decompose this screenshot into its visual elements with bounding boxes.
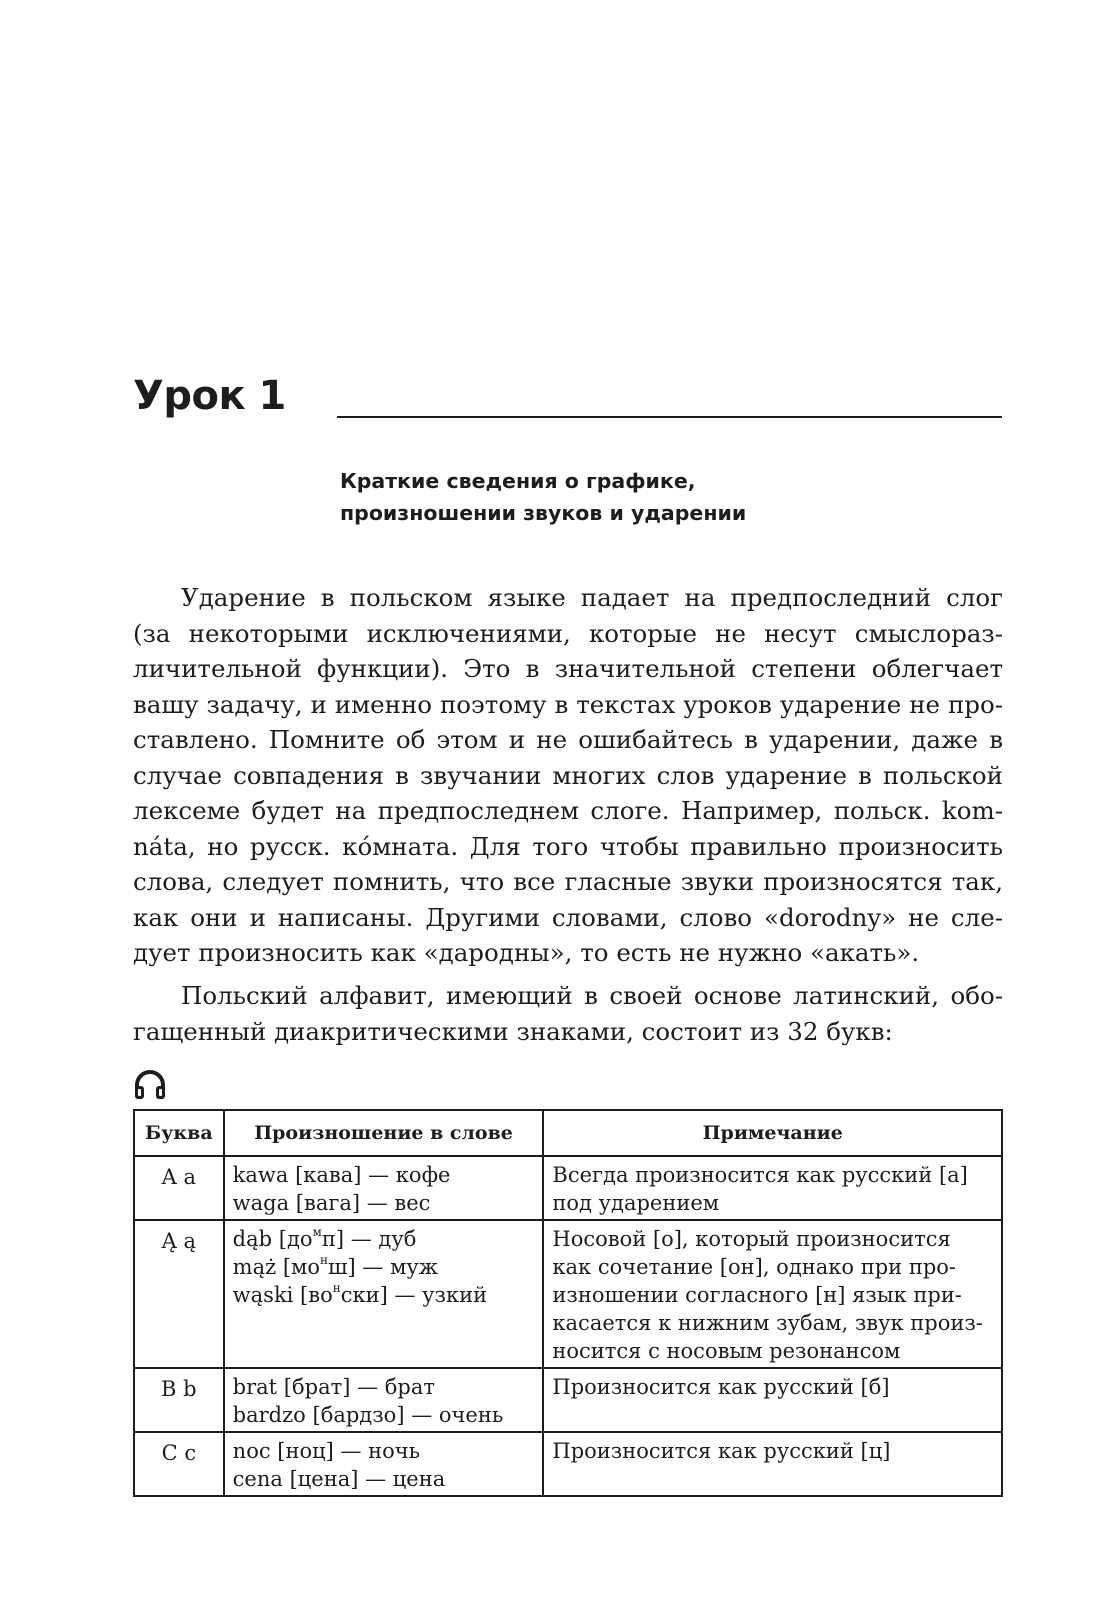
note-cell [543,1432,1002,1496]
text-line: (за некоторыми исключениями, которые не несут смыслораз- [133,618,1003,648]
example-pre: wąski [во [232,1283,333,1307]
lesson-subtitle [340,465,746,529]
paragraph-stress [133,580,1003,971]
table-row [134,1156,1002,1220]
text-line: вашу задачу, и именно поэтому в текстах уроков ударение не про- [133,689,1003,719]
examples-cell [224,1368,544,1432]
note-line: под ударением [552,1191,720,1215]
letter-cell: Ą ą [134,1220,224,1368]
table-header-row [134,1110,1002,1156]
example-line: noc [ноц] — ночь [232,1439,421,1463]
paragraph-alphabet [133,978,1003,1049]
header-note: Примечание [543,1110,1002,1156]
title-rule [337,416,1002,418]
example-line: waga [вага] — вес [232,1191,431,1215]
example-post: ски] — узкий [340,1283,488,1307]
example-line [233,1225,535,1253]
text-line: дует произносить как «дародны», то есть не нужно «акать». [133,938,920,967]
headphones-icon[interactable] [133,1068,167,1102]
letter-cell: B b [134,1368,224,1432]
example-sup: м [312,1225,322,1239]
note-line: Носовой [о], который произносится [552,1227,951,1251]
note-line: Произносится как русский [ц] [552,1439,891,1463]
lesson-title: Урок 1 [133,373,286,419]
note-line: касается к нижним зубам, звук произ- [552,1311,983,1335]
header-letter: Буква [134,1110,224,1156]
subtitle-line: произношении звуков и ударении [340,501,747,525]
table-row [134,1368,1002,1432]
example-line: cena [цена] — цена [232,1467,446,1491]
text-line: Ударение в польском языке падает на предпоследний слог [181,583,1003,612]
table-row [134,1432,1002,1496]
subtitle-line: Краткие сведения о графике, [340,469,696,493]
examples-cell [224,1156,544,1220]
example-line: bardzo [бардзо] — очень [232,1403,504,1427]
example-post: ш] — муж [328,1255,439,1279]
text-line: Польский алфавит, имеющий в своей основе латинский, обо- [181,981,1003,1010]
example-line: brat [брат] — брат [232,1375,435,1399]
text-line: как они и написаны. Другими словами, слово «dorodny» не сле- [133,902,1003,932]
note-cell [543,1156,1002,1220]
text-line: случае совпадения в звучании многих слов ударение в польской [133,760,1003,790]
example-post: п] — дуб [321,1227,417,1251]
example-pre: dąb [до [232,1227,313,1251]
example-line: kawa [кава] — кофе [232,1163,451,1187]
alphabet-table [133,1109,1003,1497]
example-line [233,1253,535,1281]
note-cell [543,1368,1002,1432]
letter-cell: C c [134,1432,224,1496]
text-line: личительной функции). Это в значительной степени облегчает [133,654,1003,683]
examples-cell [224,1432,544,1496]
note-cell [543,1220,1002,1368]
example-sup: н [320,1253,329,1267]
note-line: Произносится как русский [б] [552,1375,890,1399]
table-row [134,1220,1002,1368]
examples-cell [224,1220,544,1368]
note-line: как сочетание [он], однако при про- [552,1255,956,1279]
note-line: носится с носовым резонансом [552,1339,901,1363]
text-line: лексеме будет на предпоследнем слоге. Например, польск. kom- [133,796,1003,825]
text-line: слова, следует помнить, что все гласные звуки произносятся так, [133,867,1003,896]
example-pre: mąż [мо [232,1255,321,1279]
header-pronunciation: Произношение в слове [224,1110,544,1156]
text-line: гащенный диакритическими знаками, состоит из 32 букв: [133,1016,893,1046]
note-line: Всегда произносится как русский [а] [552,1163,968,1187]
letter-cell: A a [134,1156,224,1220]
text-line: náta, но русск. ко́мната. Для того чтобы правильно произносить [133,831,1003,861]
example-line [233,1281,535,1309]
note-line: изношении согласного [н] язык при- [552,1283,962,1307]
example-sup: н [332,1281,341,1295]
text-line: ставлено. Помните об этом и не ошибайтесь в ударении, даже в [133,725,1003,754]
